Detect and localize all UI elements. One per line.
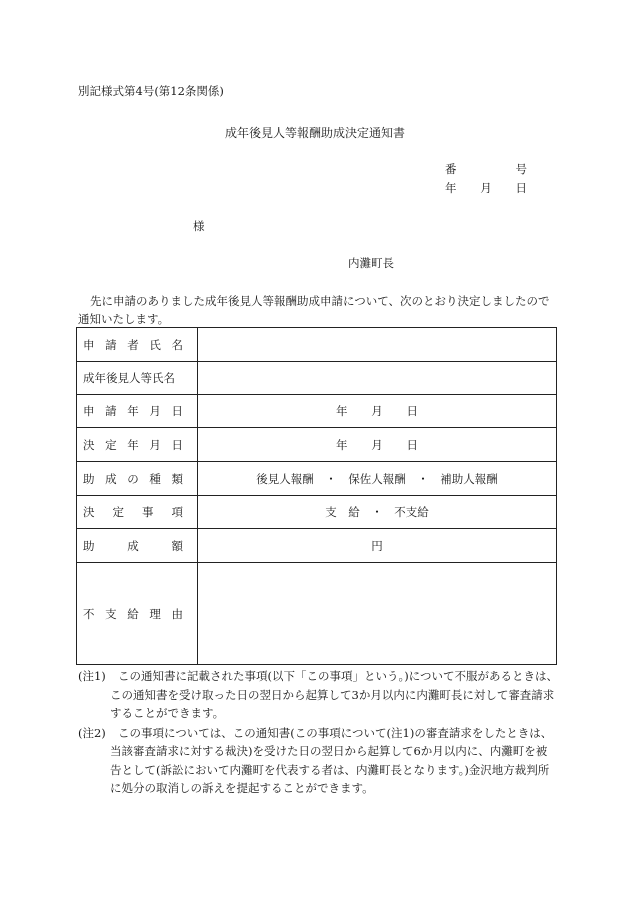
- label-char: 成: [127, 538, 139, 553]
- decision-options[interactable]: 支 給 ・ 不支給: [198, 496, 557, 529]
- doc-no-kanji-ban: 番: [445, 162, 457, 176]
- label-char: 請: [105, 337, 117, 352]
- label-char: 日: [171, 437, 183, 452]
- issuer: 内灘町長: [348, 256, 394, 270]
- row-label-subsidy-amount: [77, 529, 198, 563]
- date-month: 月: [371, 404, 383, 418]
- label-char: 月: [149, 437, 161, 452]
- subsidy-amount-field[interactable]: 円: [198, 529, 557, 563]
- note-text: この通知書に記載された事項(以下「この事項」という。)について不服があるときは、この通知書を受け取った日の翌日から起算して3か月以内に内灘町長に対して審査請求することができます。: [110, 669, 558, 720]
- label-char: 定: [105, 437, 117, 452]
- date-year: 年: [336, 437, 348, 452]
- decision-date-field[interactable]: [198, 428, 557, 462]
- label-char: 事: [142, 505, 154, 519]
- guardian-name-field[interactable]: [198, 362, 557, 395]
- application-date-field[interactable]: [198, 395, 557, 428]
- notes: [78, 667, 558, 799]
- label-char: 類: [171, 471, 183, 486]
- table-row: [77, 529, 557, 563]
- document-number: [445, 161, 527, 177]
- row-label-applicant-name: [77, 328, 198, 362]
- label-char: 日: [171, 404, 183, 418]
- note-text: この事項については、この通知書(この事項について(注1)の審査請求をしたときは、当該審査請求に対する裁決)を受けた日の翌日から起算して6か月以内に、内灘町を被告として(訴訟において内灘町を代表する者は、内灘町長となります。)金沢地方裁判所に処分の取消しの訴えを提起することができます。: [110, 725, 553, 795]
- date-day: 日: [406, 404, 418, 418]
- form-id: 別記様式第4号(第12条関係): [78, 84, 224, 98]
- label-char: 申: [83, 404, 95, 418]
- issue-date: [445, 180, 527, 196]
- label-char: 決: [83, 437, 95, 452]
- label-char: 年: [127, 404, 139, 418]
- row-label-application-date: [77, 395, 198, 428]
- note-tag: (注2): [78, 725, 106, 740]
- label-char: 助: [83, 471, 95, 486]
- label-char: 理: [149, 606, 161, 621]
- label-char: 定: [112, 505, 124, 519]
- row-label-decision: [77, 496, 198, 529]
- note-2: [78, 724, 558, 798]
- label-char: 月: [149, 404, 161, 418]
- table-row: [77, 496, 557, 529]
- label-char: 氏: [149, 337, 161, 352]
- label-char: の: [127, 471, 139, 486]
- body-text: 先に申請のありました成年後見人等報酬助成申請について、次のとおり決定しましたので通知いたします。: [78, 294, 550, 326]
- label-char: 成: [105, 471, 117, 486]
- applicant-name-field[interactable]: [198, 328, 557, 362]
- row-label-non-payment-reason: [77, 563, 198, 665]
- table-row: [77, 395, 557, 428]
- date-day: 日: [515, 181, 527, 195]
- label-char: 名: [171, 337, 183, 352]
- subsidy-type-options[interactable]: 後見人報酬 ・ 保佐人報酬 ・ 補助人報酬: [198, 462, 557, 496]
- row-label-subsidy-type: [77, 462, 198, 496]
- label-char: 支: [105, 606, 117, 621]
- label-char: 額: [171, 538, 183, 553]
- label-char: 決: [83, 505, 95, 519]
- doc-no-kanji-go: 号: [515, 162, 527, 176]
- table-row: [77, 462, 557, 496]
- label-char: 者: [127, 337, 139, 352]
- date-year: 年: [445, 181, 457, 195]
- label-char: 不: [83, 606, 95, 621]
- label-char: 申: [83, 337, 95, 352]
- date-year: 年: [336, 404, 348, 418]
- table-row: [77, 362, 557, 395]
- table-row: [77, 428, 557, 462]
- note-1: [78, 667, 558, 723]
- label-char: 年: [127, 437, 139, 452]
- label-char: 助: [83, 538, 95, 553]
- recipient-suffix: 様: [193, 219, 205, 233]
- label-char: 由: [171, 606, 183, 621]
- label-char: 項: [171, 505, 183, 519]
- decision-table: [76, 327, 557, 665]
- row-label-guardian-name: [77, 362, 198, 395]
- date-month: 月: [371, 437, 383, 452]
- non-payment-reason-field[interactable]: [198, 563, 557, 665]
- date-day: 日: [406, 437, 418, 452]
- label-char: 請: [105, 404, 117, 418]
- date-month: 月: [480, 181, 492, 195]
- table-row: [77, 563, 557, 665]
- label-char: 給: [127, 606, 139, 621]
- table-row: [77, 328, 557, 362]
- note-tag: (注1): [78, 669, 106, 683]
- row-label-decision-date: [77, 428, 198, 462]
- document-title: 成年後見人等報酬助成決定通知書: [224, 126, 405, 140]
- label-char: 種: [149, 471, 161, 486]
- label-text: 成年後見人等氏名: [83, 371, 175, 385]
